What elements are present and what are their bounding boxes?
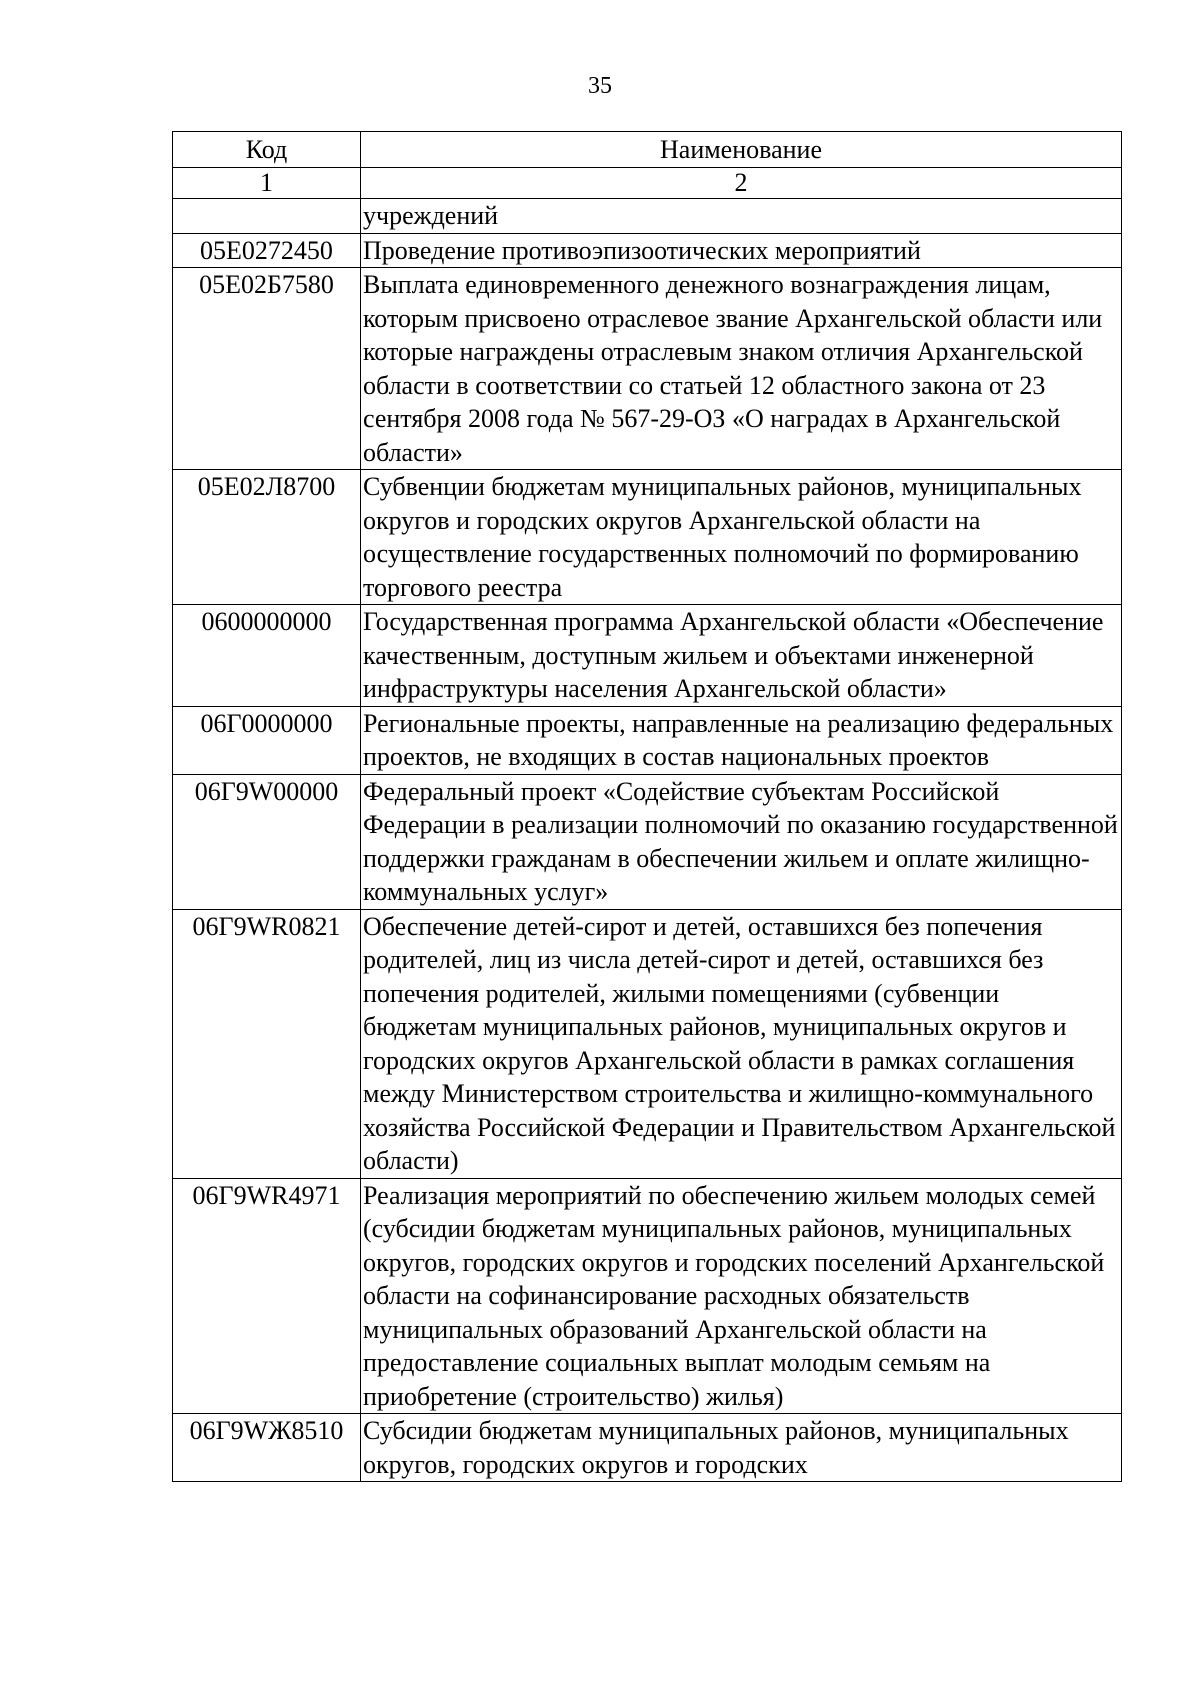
row-name: Федеральный проект «Содействие субъектам Российской Федерации в реализации полномочий по оказанию государственной поддержки гражданам в обеспечении жильем и оплате жилищно-коммунальных услуг» [361,774,1122,909]
table-row [173,605,1122,707]
budget-classification-table [172,131,1122,1482]
row-name: Региональные проекты, направленные на реализацию федеральных проектов, не входящих в состав национальных проектов [361,706,1122,774]
row-name: Субсидии бюджетам муниципальных районов, муниципальных округов, городских округов и городских [361,1414,1122,1482]
header-name: Наименование [361,132,1122,168]
column-number-name: 2 [361,168,1122,199]
header-code: Код [173,132,361,168]
table-row [173,199,1122,234]
table-row [173,470,1122,605]
row-name: Проведение противоэпизоотических мероприятий [361,233,1122,268]
row-name: Реализация мероприятий по обеспечению жильем молодых семей (субсидии бюджетам муниципальных районов, муниципальных округов, городских округов и городских поселений Архангельской области на софинансирование расходных обязательств муниципальных образований Архангельской области на предоставление социальных выплат молодым семьям на приобретение (строительство) жилья) [361,1178,1122,1414]
row-code: 05Е0272450 [173,233,361,268]
table-row [173,233,1122,268]
table-header-row [173,132,1122,168]
column-number-row [173,168,1122,199]
row-name: учреждений [361,199,1122,234]
table-row [173,774,1122,909]
row-code: 05Е02Л8700 [173,470,361,605]
table-row [173,909,1122,1178]
row-name: Обеспечение детей-сирот и детей, оставшихся без попечения родителей, лиц из числа детей-сирот и детей, оставшихся без попечения родителей, жилыми помещениями (субвенции бюджетам муниципальных районов, муниципальных округов и городских округов Архангельской области в рамках соглашения между Министерством строительства и жилищно-коммунального хозяйства Российской Федерации и Правительством Архангельской области) [361,909,1122,1178]
table-row [173,1178,1122,1414]
column-number-code: 1 [173,168,361,199]
row-name: Субвенции бюджетам муниципальных районов, муниципальных округов и городских округов Архангельской области на осуществление государственных полномочий по формированию торгового реестра [361,470,1122,605]
table-row [173,706,1122,774]
row-code [173,199,361,234]
table-row [173,1414,1122,1482]
table-row [173,268,1122,470]
row-code: 06Г9WЖ8510 [173,1414,361,1482]
row-code: 0600000000 [173,605,361,707]
page-number: 35 [588,73,612,99]
row-code: 06Г9WR0821 [173,909,361,1178]
row-code: 06Г0000000 [173,706,361,774]
row-code: 06Г9WR4971 [173,1178,361,1414]
row-name: Выплата единовременного денежного вознаграждения лицам, которым присвоено отраслевое звание Архангельской области или которые награждены отраслевым знаком отличия Архангельской области в соответствии со статьей 12 областного закона от 23 сентября 2008 года № 567-29-ОЗ «О наградах в Архангельской области» [361,268,1122,470]
row-code: 05Е02Б7580 [173,268,361,470]
row-code: 06Г9W00000 [173,774,361,909]
row-name: Государственная программа Архангельской области «Обеспечение качественным, доступным жильем и объектами инженерной инфраструктуры населения Архангельской области» [361,605,1122,707]
